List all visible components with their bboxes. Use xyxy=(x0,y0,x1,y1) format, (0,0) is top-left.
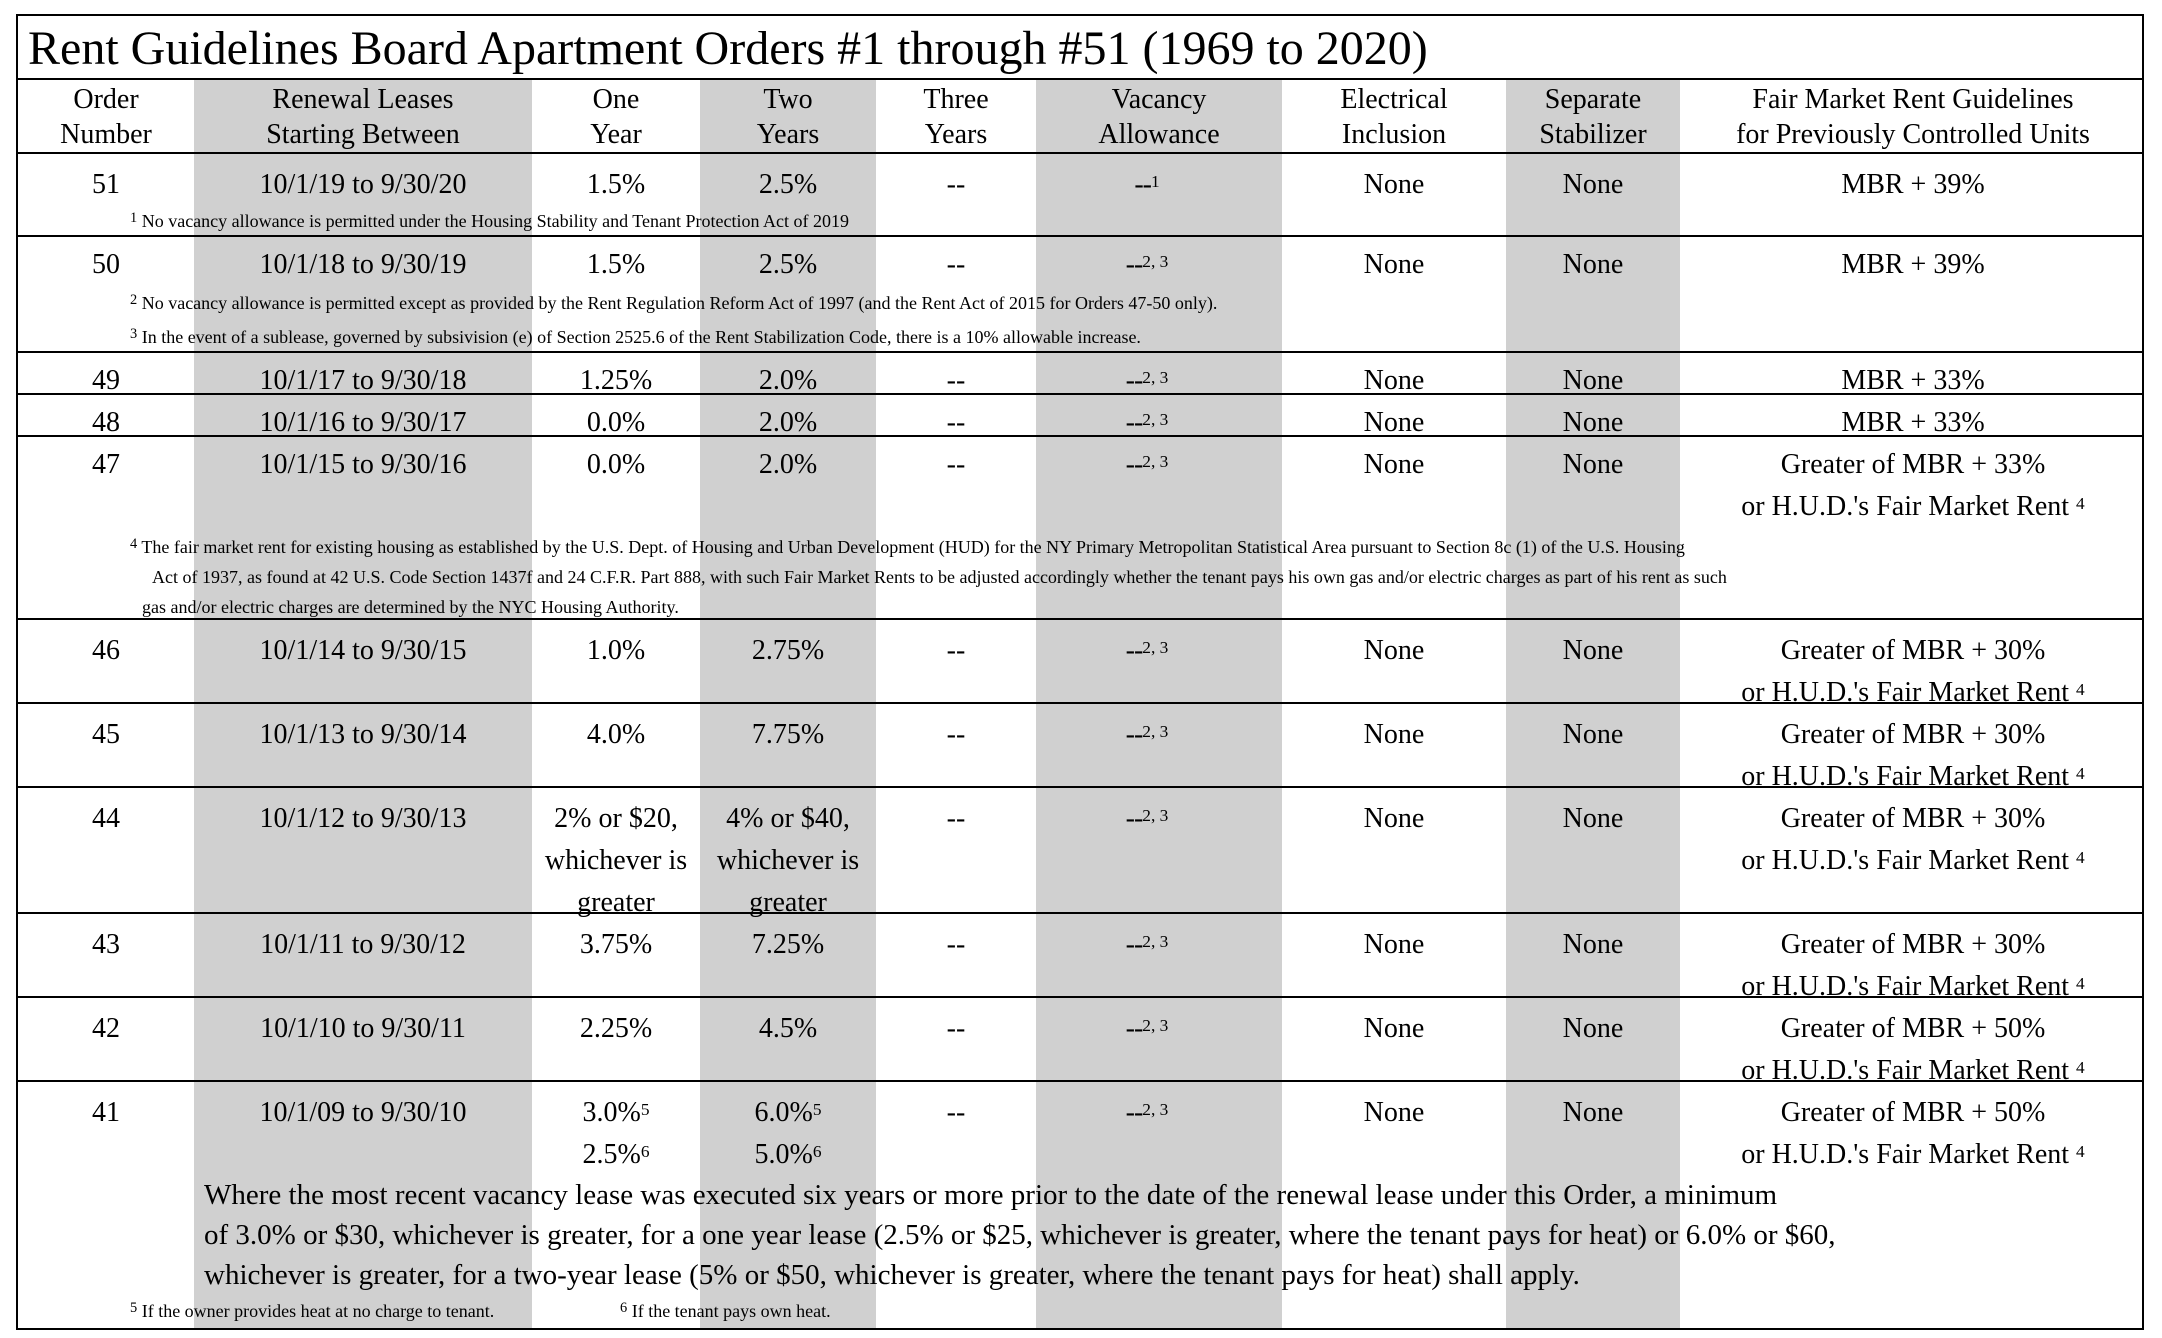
lease-dates: 10/1/10 to 9/30/11 xyxy=(260,1013,466,1044)
footnote-number: 2 xyxy=(130,291,138,308)
header-three: Years xyxy=(924,119,988,150)
vacancy-allowance xyxy=(1024,164,1270,206)
three-years-value: -- xyxy=(946,719,966,750)
order-number: 47 xyxy=(92,449,120,480)
footnote-text: gas and/or electric charges are determined by the NYC Housing Authority. xyxy=(142,597,679,617)
footnote-fn4-line xyxy=(142,592,679,622)
footnote-ref: 2, 3 xyxy=(1142,367,1169,387)
two-year-value: 7.75% xyxy=(751,719,825,750)
order-number: 43 xyxy=(92,929,120,960)
vacancy-allowance xyxy=(1024,924,1270,966)
lease-dates: 10/1/18 to 9/30/19 xyxy=(259,249,467,280)
vacancy-allowance xyxy=(1024,1008,1270,1050)
three-years-value: -- xyxy=(946,407,966,438)
two-year-value: 4.5% xyxy=(758,1013,818,1044)
two-year-text: 6.0% xyxy=(754,1097,813,1128)
footnote-fn5 xyxy=(130,1296,494,1326)
three-years-value: -- xyxy=(946,365,966,396)
footnote-number: 5 xyxy=(130,1299,138,1316)
page-title: Rent Guidelines Board Apartment Orders #1 through #51 (1969 to 2020) xyxy=(28,22,1428,75)
header-fair: Fair Market Rent Guidelines xyxy=(1752,84,2074,115)
separate-stabilizer: None xyxy=(1562,635,1624,666)
one-year-value xyxy=(532,840,700,882)
order-41-note-line: whichever is greater, for a two-year lease (5% or $50, whichever is greater, where the tenant pays for heat) shall apply. xyxy=(204,1259,1580,1291)
vacancy-allowance xyxy=(1024,630,1270,672)
vacancy-dash: -- xyxy=(1125,929,1143,960)
order-number: 42 xyxy=(92,1013,120,1044)
header-renewal: Renewal Leases xyxy=(272,84,454,115)
lease-dates: 10/1/11 to 9/30/12 xyxy=(260,929,466,960)
header-renewal: Starting Between xyxy=(266,119,460,150)
footnote-ref: 4 xyxy=(2076,1141,2085,1161)
separate-stabilizer: None xyxy=(1562,249,1624,280)
electrical-inclusion: None xyxy=(1363,929,1425,960)
fair-market-rent-tail xyxy=(1680,1134,2144,1176)
footnote-text: No vacancy allowance is permitted under the Housing Stability and Tenant Protection Act of 2019 xyxy=(141,211,849,231)
footnote-ref: 4 xyxy=(2076,493,2085,513)
two-year-value: 2.0% xyxy=(758,365,818,396)
header-separate: Separate xyxy=(1544,84,1642,115)
separate-stabilizer: None xyxy=(1562,803,1624,834)
lease-dates: 10/1/19 to 9/30/20 xyxy=(259,169,467,200)
footnote-number: 1 xyxy=(130,209,138,226)
separate-stabilizer: None xyxy=(1562,1097,1624,1128)
electrical-inclusion: None xyxy=(1363,169,1425,200)
footnote-fn1 xyxy=(130,206,849,236)
one-year-value xyxy=(532,882,700,924)
vacancy-dash: -- xyxy=(1125,249,1143,280)
order-number: 51 xyxy=(92,169,120,200)
order-41-note-line: of 3.0% or $30, whichever is greater, for a one year lease (2.5% or $25, whichever is greater, where the tenant pays for heat) or 6.0% or $60, xyxy=(204,1219,1836,1251)
header-vacancy: Vacancy xyxy=(1111,84,1207,115)
fair-market-rent-tail xyxy=(1680,1050,2144,1092)
header-separate: Stabilizer xyxy=(1539,119,1647,150)
footnote-text: The fair market rent for existing housing as established by the U.S. Dept. of Housing and Urban Development (HUD) for the NY Primary Metropolitan Statistical Area pursuant to Section 8c (1) of the U.S. Housing xyxy=(141,537,1685,557)
one-year-value: 2.25% xyxy=(579,1013,653,1044)
fmr-tail-text: or H.U.D.'s Fair Market Rent xyxy=(1741,845,2070,876)
vacancy-dash: -- xyxy=(1125,365,1143,396)
footnote-text: If the tenant pays own heat. xyxy=(631,1301,831,1321)
fair-market-rent: Greater of MBR + 50% xyxy=(1780,1013,2046,1044)
electrical-inclusion: None xyxy=(1363,803,1425,834)
one-year-value: 4.0% xyxy=(586,719,646,750)
footnote-ref: 5 xyxy=(640,1099,650,1119)
separate-stabilizer: None xyxy=(1562,407,1624,438)
row-divider xyxy=(18,912,2142,914)
footnote-fn6 xyxy=(620,1296,831,1326)
footnote-ref: 2, 3 xyxy=(1142,1015,1169,1035)
orders-table xyxy=(16,14,2144,1330)
lease-dates: 10/1/15 to 9/30/16 xyxy=(259,449,467,480)
three-years-value: -- xyxy=(946,169,966,200)
footnote-fn2 xyxy=(130,288,1217,318)
footnote-ref: 2, 3 xyxy=(1142,251,1169,271)
header-vacancy: Allowance xyxy=(1098,119,1220,150)
two-year-value: 2.5% xyxy=(758,169,818,200)
fair-market-rent: MBR + 39% xyxy=(1841,169,1985,200)
electrical-inclusion: None xyxy=(1363,449,1425,480)
three-years-value: -- xyxy=(946,1013,966,1044)
vacancy-allowance xyxy=(1024,444,1270,486)
footnote-text: In the event of a sublease, governed by subsivision (e) of Section 2525.6 of the Rent Stabilization Code, there is a 10% allowable increase. xyxy=(141,327,1141,347)
fair-market-rent: Greater of MBR + 30% xyxy=(1780,635,2046,666)
fmr-tail-text: or H.U.D.'s Fair Market Rent xyxy=(1741,491,2070,522)
fair-market-rent: MBR + 33% xyxy=(1841,407,1985,438)
three-years-value: -- xyxy=(946,929,966,960)
separate-stabilizer: None xyxy=(1562,719,1624,750)
vacancy-dash: -- xyxy=(1125,635,1143,666)
order-number: 48 xyxy=(92,407,120,438)
fmr-tail-text: or H.U.D.'s Fair Market Rent xyxy=(1741,971,2070,1002)
lease-dates: 10/1/14 to 9/30/15 xyxy=(259,635,467,666)
header-fair: for Previously Controlled Units xyxy=(1736,119,2090,150)
one-year-text: 3.0% xyxy=(582,1097,641,1128)
order-number: 46 xyxy=(92,635,120,666)
header-electrical: Inclusion xyxy=(1341,119,1447,150)
footnote-number: 6 xyxy=(620,1299,628,1316)
one-year-value: 0.0% xyxy=(586,449,646,480)
fair-market-rent-tail xyxy=(1680,486,2144,528)
header-electrical: Electrical xyxy=(1340,84,1448,115)
two-year-value xyxy=(700,882,876,924)
footnote-ref: 4 xyxy=(2076,847,2085,867)
one-year-text: whichever is xyxy=(544,845,688,876)
two-year-value: 2.5% xyxy=(758,249,818,280)
fair-market-rent: Greater of MBR + 30% xyxy=(1780,929,2046,960)
fair-market-rent: MBR + 33% xyxy=(1841,365,1985,396)
two-year-value: 2.75% xyxy=(751,635,825,666)
separate-stabilizer: None xyxy=(1562,929,1624,960)
lease-dates: 10/1/17 to 9/30/18 xyxy=(259,365,467,396)
vacancy-dash: -- xyxy=(1125,449,1143,480)
order-number: 50 xyxy=(92,249,120,280)
vacancy-allowance xyxy=(1024,798,1270,840)
fmr-tail-text: or H.U.D.'s Fair Market Rent xyxy=(1741,1055,2070,1086)
one-year-value: 1.25% xyxy=(579,365,653,396)
order-41-note-line: Where the most recent vacancy lease was executed six years or more prior to the date of the renewal lease under this Order, a minimum xyxy=(204,1179,1778,1211)
electrical-inclusion: None xyxy=(1363,365,1425,396)
fair-market-rent: Greater of MBR + 50% xyxy=(1780,1097,2046,1128)
title-divider xyxy=(18,78,2142,80)
footnote-ref: 2, 3 xyxy=(1142,451,1169,471)
fair-market-rent: Greater of MBR + 30% xyxy=(1780,719,2046,750)
fair-market-rent: Greater of MBR + 33% xyxy=(1780,449,2046,480)
footnote-ref: 4 xyxy=(2076,973,2085,993)
separate-stabilizer: None xyxy=(1562,365,1624,396)
fair-market-rent: Greater of MBR + 30% xyxy=(1780,803,2046,834)
footnote-number: 4 xyxy=(130,535,138,552)
footnote-ref: 2, 3 xyxy=(1142,931,1169,951)
two-year-value xyxy=(700,840,876,882)
order-number: 45 xyxy=(92,719,120,750)
footnote-ref: 2, 3 xyxy=(1142,637,1169,657)
footnote-fn3 xyxy=(130,322,1141,352)
three-years-value: -- xyxy=(946,803,966,834)
fair-market-rent-tail xyxy=(1680,756,2144,798)
one-year-value: 1.5% xyxy=(586,249,646,280)
one-year-value: 3.75% xyxy=(579,929,653,960)
vacancy-dash: -- xyxy=(1125,719,1143,750)
footnote-ref: 6 xyxy=(812,1141,822,1161)
one-year-value xyxy=(532,1092,700,1134)
header-two: Years xyxy=(756,119,820,150)
two-year-text: 5.0% xyxy=(754,1139,813,1170)
lease-dates: 10/1/12 to 9/30/13 xyxy=(259,803,467,834)
footnote-ref: 5 xyxy=(812,1099,822,1119)
one-year-text: 2.5% xyxy=(582,1139,641,1170)
header-order: Order xyxy=(73,84,139,115)
vacancy-dash: -- xyxy=(1125,1013,1143,1044)
vacancy-dash: -- xyxy=(1125,407,1143,438)
vacancy-dash: -- xyxy=(1134,169,1151,200)
one-year-text: greater xyxy=(577,887,655,918)
lease-dates: 10/1/13 to 9/30/14 xyxy=(259,719,467,750)
footnote-fn4-line xyxy=(152,562,1727,592)
footnote-ref: 4 xyxy=(2076,679,2085,699)
two-year-value: 2.0% xyxy=(758,449,818,480)
two-year-value: 2.0% xyxy=(758,407,818,438)
three-years-value: -- xyxy=(946,249,966,280)
footnote-ref: 4 xyxy=(2076,1057,2085,1077)
electrical-inclusion: None xyxy=(1363,635,1425,666)
two-year-value: 7.25% xyxy=(751,929,825,960)
vacancy-allowance xyxy=(1024,402,1270,444)
footnote-ref: 6 xyxy=(640,1141,650,1161)
lease-dates: 10/1/16 to 9/30/17 xyxy=(259,407,467,438)
footnote-text: No vacancy allowance is permitted except as provided by the Rent Regulation Reform Act of 1997 (and the Rent Act of 2015 for Orders 47-50 only). xyxy=(141,293,1218,313)
two-year-text: whichever is xyxy=(716,845,860,876)
order-number: 49 xyxy=(92,365,120,396)
one-year-value: 0.0% xyxy=(586,407,646,438)
two-year-text: 4% or $40, xyxy=(726,803,850,834)
fmr-tail-text: or H.U.D.'s Fair Market Rent xyxy=(1741,761,2070,792)
separate-stabilizer: None xyxy=(1562,449,1624,480)
electrical-inclusion: None xyxy=(1363,407,1425,438)
header-divider xyxy=(18,152,2142,154)
one-year-value: 1.0% xyxy=(586,635,646,666)
fair-market-rent-tail xyxy=(1680,966,2144,1008)
electrical-inclusion: None xyxy=(1363,249,1425,280)
lease-dates: 10/1/09 to 9/30/10 xyxy=(259,1097,467,1128)
one-year-value: 1.5% xyxy=(586,169,646,200)
vacancy-allowance xyxy=(1024,360,1270,402)
three-years-value: -- xyxy=(946,449,966,480)
electrical-inclusion: None xyxy=(1363,1013,1425,1044)
electrical-inclusion: None xyxy=(1363,1097,1425,1128)
header-one: One xyxy=(592,84,640,115)
footnote-ref: 4 xyxy=(2076,763,2085,783)
fair-market-rent-tail xyxy=(1680,672,2144,714)
separate-stabilizer: None xyxy=(1562,1013,1624,1044)
footnote-ref: 1 xyxy=(1150,171,1160,191)
fmr-tail-text: or H.U.D.'s Fair Market Rent xyxy=(1741,1139,2070,1170)
separate-stabilizer: None xyxy=(1562,169,1624,200)
footnote-text: If the owner provides heat at no charge to tenant. xyxy=(141,1301,495,1321)
footnote-ref: 2, 3 xyxy=(1142,409,1169,429)
header-order: Number xyxy=(60,119,152,150)
fmr-tail-text: or H.U.D.'s Fair Market Rent xyxy=(1741,677,2070,708)
three-years-value: -- xyxy=(946,635,966,666)
vacancy-dash: -- xyxy=(1125,1097,1143,1128)
order-number: 41 xyxy=(92,1097,120,1128)
order-number: 44 xyxy=(92,803,120,834)
two-year-value xyxy=(700,1092,876,1134)
header-two: Two xyxy=(763,84,813,115)
two-year-value xyxy=(700,1134,876,1176)
one-year-text: 2% or $20, xyxy=(554,803,678,834)
fair-market-rent-tail xyxy=(1680,840,2144,882)
vacancy-allowance xyxy=(1024,1092,1270,1134)
vacancy-allowance xyxy=(1024,714,1270,756)
fair-market-rent: MBR + 39% xyxy=(1841,249,1985,280)
one-year-value xyxy=(532,798,700,840)
footnote-text: Act of 1937, as found at 42 U.S. Code Section 1437f and 24 C.F.R. Part 888, with such Fair Market Rents to be adjusted accordingly whether the tenant pays his own gas and/or electric charges as part of his rent as such xyxy=(152,567,1727,587)
footnote-ref: 2, 3 xyxy=(1142,805,1169,825)
footnote-fn4-line xyxy=(130,532,1685,562)
footnote-ref: 2, 3 xyxy=(1142,721,1169,741)
footnote-number: 3 xyxy=(130,325,138,342)
one-year-value xyxy=(532,1134,700,1176)
footnote-ref: 2, 3 xyxy=(1142,1099,1169,1119)
two-year-text: greater xyxy=(749,887,827,918)
header-three: Three xyxy=(923,84,989,115)
three-years-value: -- xyxy=(946,1097,966,1128)
two-year-value xyxy=(700,798,876,840)
vacancy-dash: -- xyxy=(1125,803,1143,834)
header-one: Year xyxy=(590,119,642,150)
electrical-inclusion: None xyxy=(1363,719,1425,750)
vacancy-allowance xyxy=(1024,244,1270,286)
